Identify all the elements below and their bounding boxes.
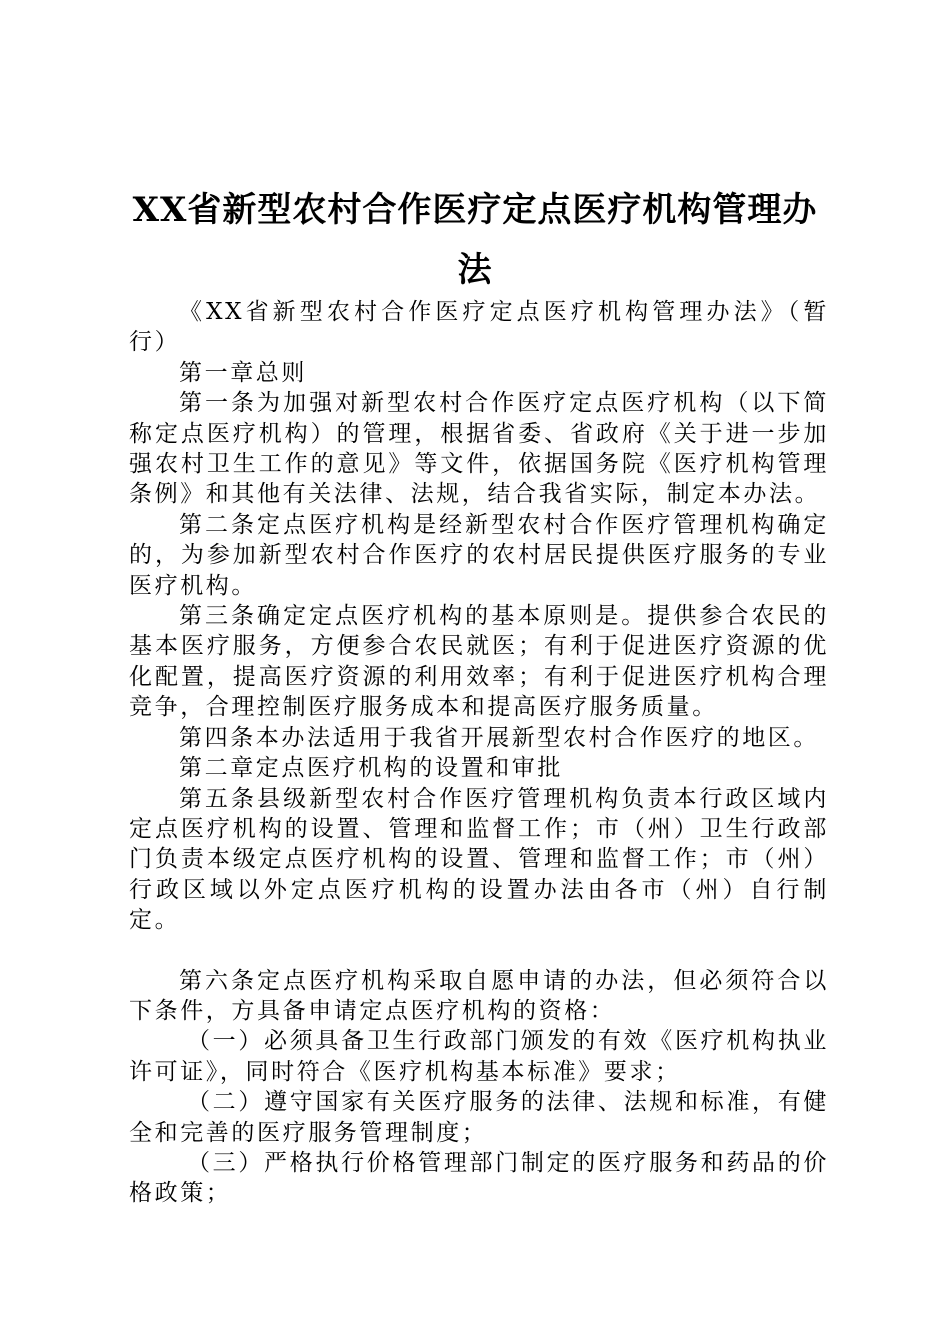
condition-item-2: （二）遵守国家有关医疗服务的法律、法规和标准，有健全和完善的医疗服务管理制度；	[129, 1089, 829, 1146]
document-body	[129, 297, 829, 1209]
article-1: 第一条为加强对新型农村合作医疗定点医疗机构（以下简称定点医疗机构）的管理，根据省委、省政府《关于进一步加强农村卫生工作的意见》等文件，依据国务院《医疗机构管理条例》和其他有关法律、法规，结合我省实际，制定本办法。	[129, 390, 829, 508]
chapter-heading-1: 第一章总则	[179, 359, 307, 386]
paragraph-subtitle: 《XX省新型农村合作医疗定点医疗机构管理办法》（暂行）	[129, 299, 829, 356]
document-title-line1: XX省新型农村合作医疗定点医疗机构管理办	[132, 190, 818, 230]
condition-item-1: （一）必须具备卫生行政部门颁发的有效《医疗机构执业许可证》，同时符合《医疗机构基本标准》要求；	[129, 1028, 829, 1085]
condition-item-3: （三）严格执行价格管理部门制定的医疗服务和药品的价格政策；	[129, 1149, 829, 1207]
paragraph-gap	[129, 936, 829, 966]
article-4: 第四条本办法适用于我省开展新型农村合作医疗的地区。	[179, 724, 819, 751]
chapter-heading-2: 第二章定点医疗机构的设置和审批	[179, 755, 563, 782]
article-3: 第三条确定定点医疗机构的基本原则是。提供参合农民的基本医疗服务，方便参合农民就医；有利于促进医疗资源的优化配置，提高医疗资源的利用效率；有利于促进医疗机构合理竞争，合理控制医疗服务成本和提高医疗服务质量。	[129, 603, 829, 721]
document-title-line2: 法	[457, 250, 493, 290]
article-5: 第五条县级新型农村合作医疗管理机构负责本行政区域内定点医疗机构的设置、管理和监督工作；市（州）卫生行政部门负责本级定点医疗机构的设置、管理和监督工作；市（州）行政区域以外定点医疗机构的设置办法由各市（州）自行制定。	[129, 785, 829, 934]
article-6: 第六条定点医疗机构采取自愿申请的办法，但必须符合以下条件，方具备申请定点医疗机构的资格：	[129, 967, 829, 1024]
article-2: 第二条定点医疗机构是经新型农村合作医疗管理机构确定的，为参加新型农村合作医疗的农村居民提供医疗服务的专业医疗机构。	[129, 511, 829, 599]
